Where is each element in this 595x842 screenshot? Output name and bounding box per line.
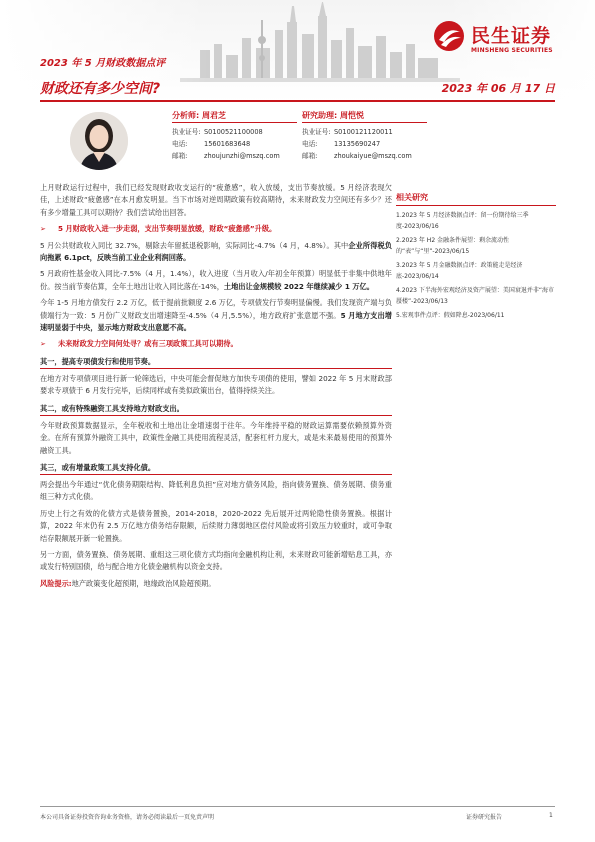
debt-paragraph-3: 另一方面，债务置换、债务展期、重组这三项化债方式均指向金融机构让利，未来财政可能新增贴息工具，亦或发行特别国债，给与配合地方化债金融机构以资金支持。: [40, 549, 392, 572]
analyst-cert-row: [172, 126, 312, 138]
cert-label: 执业证号:: [302, 128, 331, 136]
subheading-three: 其三，或有增量政策工具支持化债。: [40, 461, 392, 475]
logo-english-text: MINSHENG SECURITIES: [471, 47, 553, 54]
email-value[interactable]: zhoujunzhi@mszq.com: [204, 152, 280, 160]
footer-divider: [40, 806, 555, 807]
debt-paragraph-2: 历史上行之有效的化债方式是债务置换，2014-2018，2020-2022 先后展开过两轮隐性债务置换。根据计算，2022 年末仍有 2.5 万亿地方债务结存限额，后续财力薄弱地区偿付风险或将引致压力较重时，或可争取结存限额展开新一轮置换。: [40, 508, 392, 543]
risk-warning: [40, 578, 392, 590]
related-research-item[interactable]: 3.2023 年 5 月金融数据点评：政策能走是经济底-2023/06/14: [396, 262, 523, 280]
analyst-card: [172, 110, 312, 162]
footer-disclaimer: 本公司具备证券投资咨询业务资格，请务必阅读最后一页免责声明: [40, 814, 215, 821]
page-number: 1: [549, 812, 553, 819]
cert-value: S0100121120011: [334, 128, 393, 136]
risk-text: 地产政策变化超预期，地缘政治风险超预期。: [71, 578, 216, 588]
subheading-two: 其二，或有特殊融资工具支持地方财政支出。: [40, 402, 392, 416]
report-header: [0, 0, 595, 102]
bond-highlight: 5 月地方支出增速明显弱于中央，显示地方财政支出意愿不高。: [40, 310, 392, 333]
logo-mark-icon: [433, 20, 465, 52]
analyst-avatar: [70, 112, 128, 170]
revenue-text: 5 月公共财政收入同比 32.7%，剔除去年留抵退税影响，实际同比-4.7%（4 月，4.8%）。其中: [40, 240, 349, 250]
bond-text: 今年 1-5 月地方债发行 2.2 万亿，低于提前批额度 2.6 万亿，专项债发行节奏明显偏慢。我们发现资产端与负债端行为一致：5 月份广义财政支出增速降至-4.5%（4 月,5.5%），地方政府扩张意愿不强。: [40, 298, 392, 320]
phone-label: 电话:: [172, 140, 188, 148]
key-point-heading: [40, 338, 392, 350]
analyst-role: 分析师:: [172, 111, 200, 120]
revenue-highlight: 企业所得税负向拖累 6.1pct，反映当前工业企业利润回落。: [40, 240, 392, 263]
cert-value: S0100521100008: [204, 128, 263, 136]
related-research-item[interactable]: 2.2023 年 H2 金融条件展望：剩余流动性的“表”与“里”-2023/06/15: [396, 237, 510, 255]
related-research-title: 相关研究: [396, 192, 556, 206]
email-label: 邮箱:: [302, 152, 318, 160]
key-point-text: 5 月财政收入进一步走弱，支出节奏明显放缓，财政“疲惫感”升级。: [58, 224, 277, 234]
related-research: [396, 192, 556, 324]
related-research-item[interactable]: 4.2023 下半海外宏观经济及资产展望：美国衰退并非“海市蜃楼”-2023/06/13: [396, 287, 555, 305]
logo-chinese-text: 民生证券: [471, 25, 552, 47]
arrow-right-icon: ➢: [40, 340, 46, 349]
bond-paragraph: [40, 297, 392, 334]
analyst-name-row: [172, 110, 312, 121]
fund-text: 5 月政府性基金收入同比-7.5%（4 月，1.4%），收入进度（当月收入/年初全年预算）明显低于非集中供地年份。按当前节奏估算，全年土地出让收入同比落在-14%，: [40, 269, 392, 291]
arrow-right-icon: ➢: [40, 225, 46, 234]
key-point-heading: [40, 223, 392, 235]
report-type: 2023 年 5 月财政数据点评: [40, 58, 166, 69]
phone-value: 13135690247: [334, 140, 381, 148]
header-divider: [40, 100, 555, 102]
analyst-photo-icon: [70, 112, 128, 170]
assistant-phone-row: [302, 138, 442, 150]
risk-label: 风险提示:: [40, 578, 72, 588]
revenue-paragraph: [40, 240, 392, 265]
assistant-role: 研究助理:: [302, 111, 338, 120]
assistant-card: [302, 110, 442, 162]
report-title: 财政还有多少空间?: [40, 81, 161, 97]
phone-label: 电话:: [302, 140, 318, 148]
assistant-email-row: [302, 150, 442, 162]
subheading-one: 其一，提高专项债发行和使用节奏。: [40, 355, 392, 369]
assistant-name-row: [302, 110, 442, 121]
email-label: 邮箱:: [172, 152, 188, 160]
related-research-item[interactable]: 1.2023 年 5 月经济数据点评：留一份期待给三季度-2023/06/16: [396, 212, 529, 230]
key-point-text: 未来财政发力空间何处寻？或有三项政策工具可以期待。: [58, 339, 238, 349]
report-date: 2023 年 06 月 17 日: [441, 82, 555, 95]
fund-paragraph: [40, 268, 392, 293]
fund-highlight: 土地出让金规模较 2022 年继续减少 1 万亿。: [223, 281, 374, 291]
cert-label: 执业证号:: [172, 128, 201, 136]
assistant-name: 周恺悦: [340, 111, 364, 120]
report-body: [40, 182, 392, 594]
minsheng-logo: [433, 20, 583, 64]
intro-paragraph: 上月财政运行过程中，我们已经发现财政收支运行的“疲惫感”，收入放缓，支出节奏放缓。5 月经济表现欠佳，上述财政“疲惫感”在本月愈发明显。当下市场对逆周期政策有较高期待，未来财政发力空间还有多少？还有多少增量工具可以期待？我们尝试给出回答。: [40, 183, 392, 217]
analyst-email-row: [172, 150, 312, 162]
phone-value: 15601683648: [204, 140, 251, 148]
related-research-item[interactable]: 5.宏观事件点评：假如降息-2023/06/11: [396, 312, 505, 319]
email-value[interactable]: zhoukaiyue@mszq.com: [334, 152, 412, 160]
financing-paragraph: 今年财政预算数据显示，全年税收和土地出让金增速弱于往年。今年维持平稳的财政运算需要依赖预算外资金。在所有预算外融资工具中，政策性金融工具使用流程灵活，配套杠杆力度大，或是未来最易使用的预算外融资工具。: [40, 420, 392, 455]
special-bond-paragraph: 在地方对专项债项目进行新一轮筛选后，中央可能会督促地方加快专项债的使用，譬如 2022 年 5 月末财政部要求专项债于 6 月发行完毕，后续同样或有类似政策出台，值得持续关注。: [40, 373, 392, 396]
assistant-cert-row: [302, 126, 442, 138]
analyst-name: 周君芝: [202, 111, 226, 120]
analyst-phone-row: [172, 138, 312, 150]
footer-report-label: 证券研究报告: [466, 814, 503, 821]
debt-paragraph-1: 两会提出今年通过“优化债务期限结构、降低利息负担”应对地方债务风险，指向债务置换、债务展期、债务重组三种方式化债。: [40, 479, 392, 502]
